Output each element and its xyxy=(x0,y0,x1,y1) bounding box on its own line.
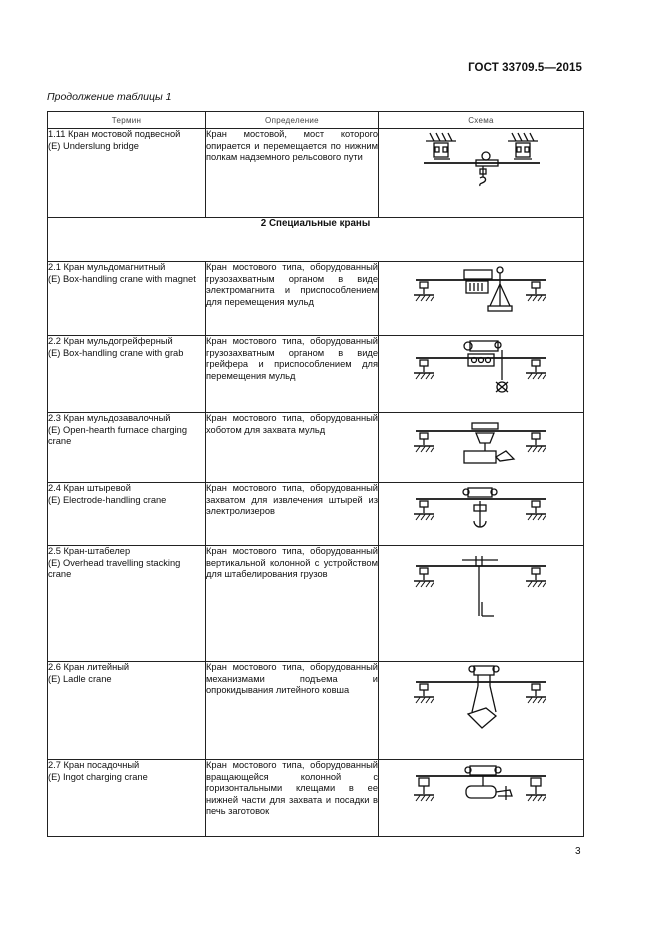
table-row xyxy=(48,760,584,837)
table-row xyxy=(48,483,584,546)
definition-cell: Кран мостового типа, оборудованный вращающейся колонной с горизонтальными клещами в ее нижней части для захвата и посадки в печь заготовок xyxy=(206,760,379,837)
term-ru: 1.11 Кран мостовой подвесной xyxy=(48,129,181,139)
scheme-cell xyxy=(379,413,584,483)
ingot-charging-crane-diagram-icon xyxy=(406,760,556,820)
table-row xyxy=(48,413,584,483)
term-cell xyxy=(48,546,206,662)
term-cell xyxy=(48,760,206,837)
box-handling-grab-crane-diagram-icon xyxy=(406,336,556,402)
table-row xyxy=(48,129,584,218)
term-en: (E) Box-handling crane with grab xyxy=(48,347,184,358)
section-header-row xyxy=(48,218,584,262)
underslung-bridge-crane-diagram-icon xyxy=(416,129,546,199)
term-cell xyxy=(48,413,206,483)
term-cell xyxy=(48,262,206,336)
term-cell xyxy=(48,483,206,546)
term-ru: 2.3 Кран мульдозавалочный xyxy=(48,413,171,423)
scheme-cell xyxy=(379,483,584,546)
terms-table xyxy=(47,111,584,837)
scheme-cell xyxy=(379,129,584,218)
electrode-handling-crane-diagram-icon xyxy=(406,483,556,541)
column-header-definition: Определение xyxy=(206,112,379,129)
term-en: (E) Electrode-handling crane xyxy=(48,494,167,505)
ladle-crane-diagram-icon xyxy=(406,662,556,742)
column-header-term: Термин xyxy=(48,112,206,129)
term-cell xyxy=(48,129,206,218)
term-cell xyxy=(48,662,206,760)
furnace-charging-crane-diagram-icon xyxy=(406,413,556,473)
table-header-row xyxy=(48,112,584,129)
term-ru: 2.5 Кран-штабелер xyxy=(48,546,131,556)
scheme-cell xyxy=(379,662,584,760)
term-ru: 2.6 Кран литейный xyxy=(48,662,130,672)
section-title: 2 Специальные краны xyxy=(48,218,584,262)
scheme-cell xyxy=(379,760,584,837)
term-cell xyxy=(48,336,206,413)
term-en: (E) Ladle crane xyxy=(48,673,112,684)
box-handling-magnet-crane-diagram-icon xyxy=(406,262,556,324)
scheme-cell xyxy=(379,262,584,336)
term-en: (E) Overhead travelling stacking crane xyxy=(48,557,181,580)
term-ru: 2.2 Кран мульдогрейферный xyxy=(48,336,173,346)
term-en: (E) Open-hearth furnace charging crane xyxy=(48,424,188,447)
definition-cell: Кран мостовой, мост которого опирается и перемещается по нижним полкам надземного рельсового пути xyxy=(206,129,379,218)
table-row xyxy=(48,336,584,413)
table-row xyxy=(48,662,584,760)
page-number: 3 xyxy=(575,846,581,857)
column-header-scheme: Схема xyxy=(379,112,584,129)
term-en: (E) Box-handling crane with magnet xyxy=(48,273,196,284)
term-ru: 2.1 Кран мульдомагнитный xyxy=(48,262,166,272)
term-en: (E) Ingot charging crane xyxy=(48,771,148,782)
term-ru: 2.4 Кран штыревой xyxy=(48,483,131,493)
table-caption: Продолжение таблицы 1 xyxy=(47,91,172,103)
definition-cell: Кран мостового типа, оборудованный грузозахватным органом в виде грейфера и приспособлением для перемещения мульд xyxy=(206,336,379,413)
term-ru: 2.7 Кран посадочный xyxy=(48,760,140,770)
table-row xyxy=(48,262,584,336)
table-row xyxy=(48,546,584,662)
definition-cell: Кран мостового типа, оборудованный захватом для извлечения штырей из электролизеров xyxy=(206,483,379,546)
stacking-crane-diagram-icon xyxy=(406,546,556,646)
definition-cell: Кран мостового типа, оборудованный механизмами подъема и опрокидывания литейного ковша xyxy=(206,662,379,760)
scheme-cell xyxy=(379,336,584,413)
definition-cell: Кран мостового типа, оборудованный хоботом для захвата мульд xyxy=(206,413,379,483)
scheme-cell xyxy=(379,546,584,662)
term-en: (E) Underslung bridge xyxy=(48,140,139,151)
definition-cell: Кран мостового типа, оборудованный вертикальной колонной с устройством для штабелирования грузов xyxy=(206,546,379,662)
document-code: ГОСТ 33709.5—2015 xyxy=(468,62,582,74)
definition-cell: Кран мостового типа, оборудованный грузозахватным органом в виде электромагнита и приспособлением для перемещения мульд xyxy=(206,262,379,336)
